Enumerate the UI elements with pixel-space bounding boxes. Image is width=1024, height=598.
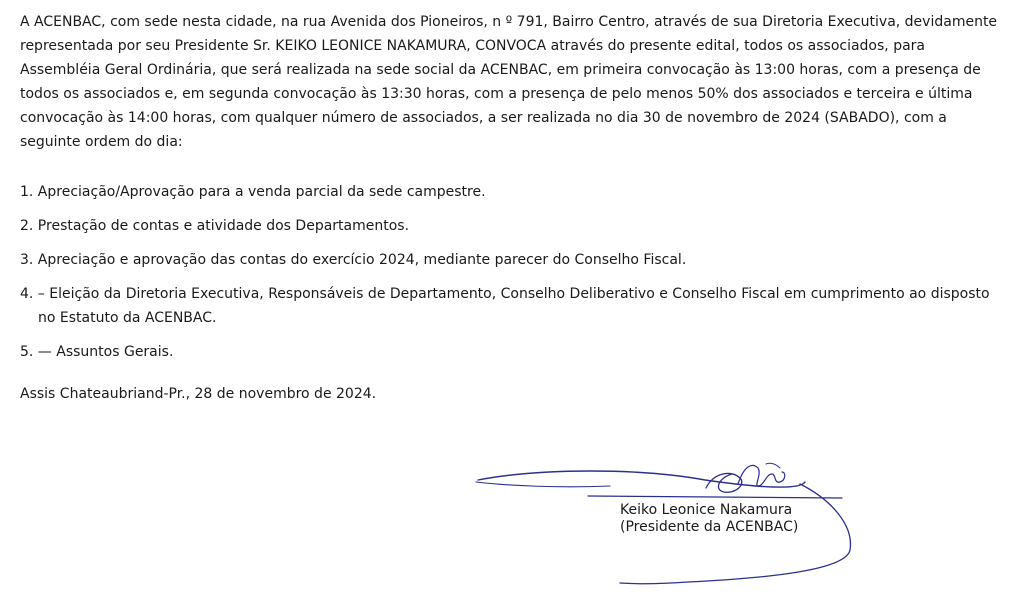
place-and-date: Assis Chateaubriand-Pr., 28 de novembro de 2024.	[20, 386, 377, 402]
agenda-item: 2. Prestação de contas e atividade dos Departamentos.	[20, 218, 410, 234]
agenda-item: 3. Apreciação e aprovação das contas do exercício 2024, mediante parecer do Conselho Fiscal.	[20, 252, 687, 268]
agenda-list	[20, 180, 1004, 364]
signer-name: Keiko Leonice Nakamura	[620, 502, 793, 518]
agenda-item: 5. — Assuntos Gerais.	[20, 344, 174, 360]
agenda-item: 4. – Eleição da Diretoria Executiva, Responsáveis de Departamento, Conselho Deliberativo e Conselho Fiscal em cumprimento ao disposto no Estatuto da ACENBAC.	[20, 286, 990, 326]
convocation-paragraph: A ACENBAC, com sede nesta cidade, na rua Avenida dos Pioneiros, n º 791, Bairro Centro, através de sua Diretoria Executiva, devidamente representada por seu Presidente Sr. KEIKO LEONICE NAKAMURA, CONVOCA através do presente edital, todos os associados, para Assembléia Geral Ordinária, que será realizada na sede social da ACENBAC, em primeira convocação às 13:00 horas, com a presença de todos os associados e, em segunda convocação às 13:30 horas, com a presença de pelo menos 50% dos associados e terceira e última convocação às 14:00 horas, com qualquer número de associados, a ser realizada no dia 30 de novembro de 2024 (SABADO), com a seguinte ordem do dia:	[20, 14, 998, 150]
signer-role: (Presidente da ACENBAC)	[620, 519, 799, 535]
signature-block	[470, 460, 860, 590]
agenda-item: 1. Apreciação/Aprovação para a venda parcial da sede campestre.	[20, 184, 486, 200]
document-body	[20, 10, 1004, 406]
